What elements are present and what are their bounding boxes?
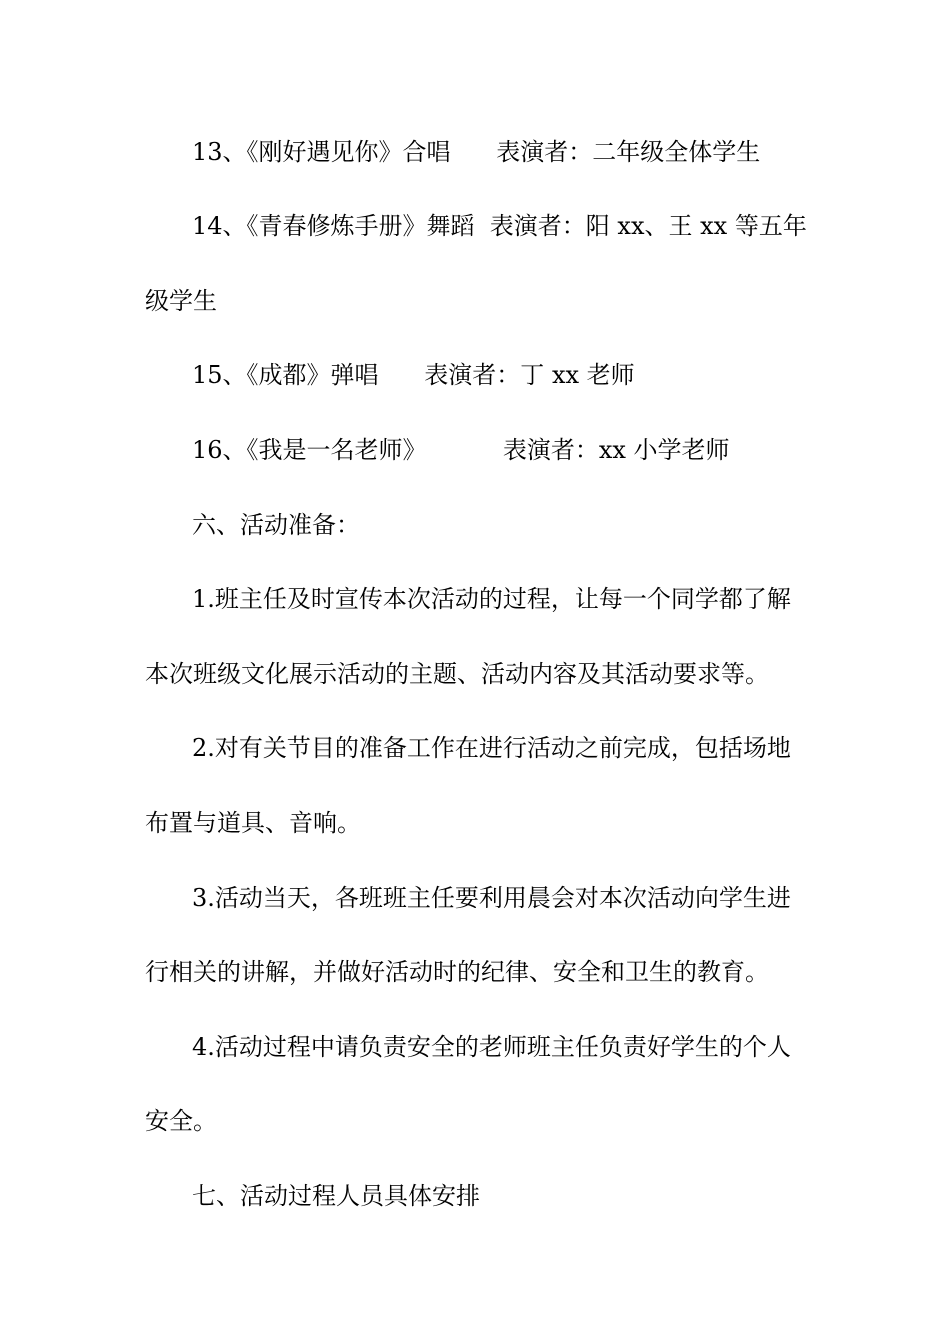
preparation-item-2-continued: 布置与道具、音响。 [145,809,361,837]
program-item-14-continued: 级学生 [145,287,217,315]
preparation-item-4-continued: 安全。 [145,1107,217,1135]
preparation-item-1-continued: 本次班级文化展示活动的主题、活动内容及其活动要求等。 [145,660,769,688]
program-item-13: 13、《刚好遇见你》合唱 表演者：二年级全体学生 [192,138,761,166]
section-heading-preparation: 六、活动准备： [192,511,360,539]
preparation-item-4: 4.活动过程中请负责安全的老师班主任负责好学生的个人 [192,1033,791,1061]
program-item-15: 15、《成都》弹唱 表演者：丁 xx 老师 [192,361,635,389]
preparation-item-3: 3.活动当天，各班班主任要利用晨会对本次活动向学生进 [192,884,791,912]
program-item-14: 14、《青春修炼手册》舞蹈 表演者：阳 xx、王 xx 等五年 [192,212,807,240]
preparation-item-1: 1.班主任及时宣传本次活动的过程，让每一个同学都了解 [192,585,791,613]
preparation-item-2: 2.对有关节目的准备工作在进行活动之前完成，包括场地 [192,734,791,762]
preparation-item-3-continued: 行相关的讲解，并做好活动时的纪律、安全和卫生的教育。 [145,958,769,986]
program-item-16: 16、《我是一名老师》 表演者：xx 小学老师 [192,436,730,464]
section-heading-staff-arrangement: 七、活动过程人员具体安排 [192,1182,480,1210]
